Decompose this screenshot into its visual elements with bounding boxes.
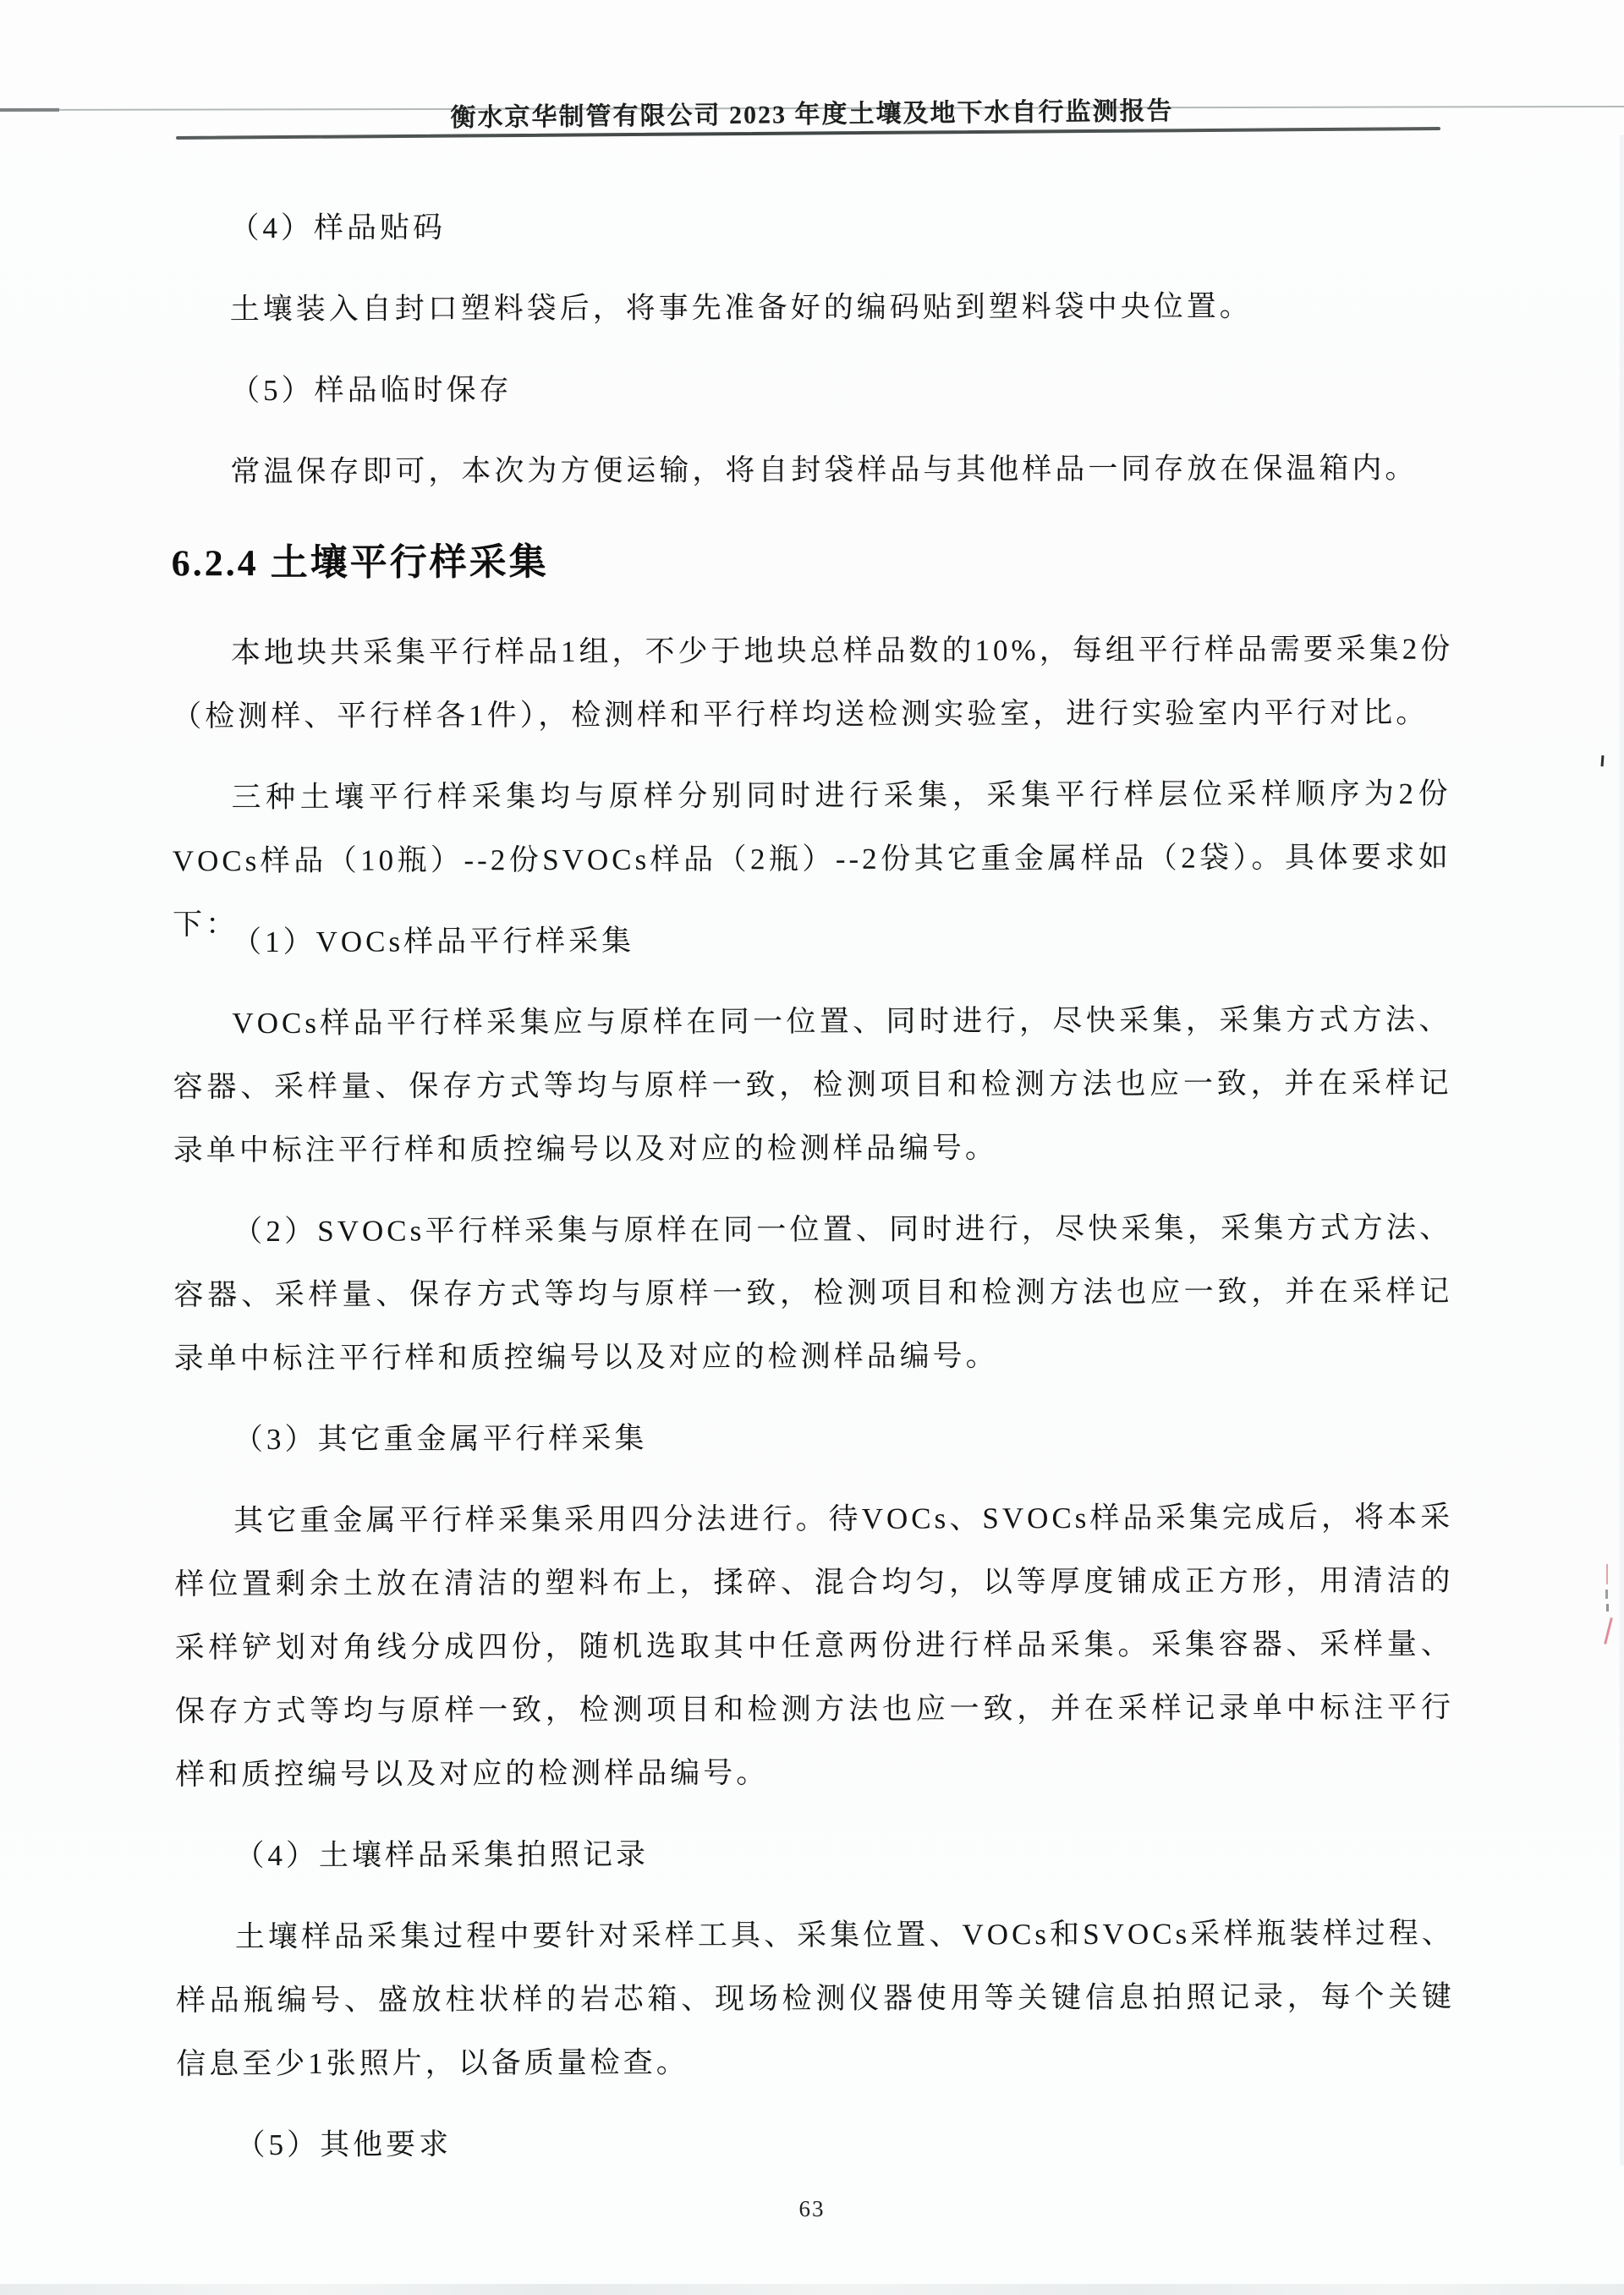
- paragraph-line: VOCs样品平行样采集应与原样在同一位置、同时进行，尽快采集，采集方式方法、: [232, 1002, 1452, 1040]
- paragraph-line: 常温保存即可，本次为方便运输，将自封袋样品与其他样品一同存放在保温箱内。: [230, 451, 1418, 489]
- scan-edge-streak: [1620, 135, 1624, 2166]
- paragraph-line: 样位置剩余土放在清洁的塑料布上，揉碎、混合均匀，以等厚度铺成正方形，用清洁的: [174, 1563, 1454, 1601]
- paragraph-line: 三种土壤平行样采集均与原样分别同时进行采集，采集平行样层位采样顺序为2份: [231, 777, 1451, 815]
- paragraph: [173, 1196, 1453, 1391]
- document-body: [170, 193, 1455, 2177]
- scan-artifact-pink-dash: [1604, 1617, 1613, 1644]
- scan-artifact-gray-dash: [1605, 1589, 1608, 1599]
- paragraph-line: VOCs样品（10瓶）--2份SVOCs样品（2瓶）--2份其它重金属样品（2袋）。具体要求如下：: [172, 840, 1451, 942]
- paragraph-line: 样品瓶编号、盛放柱状样的岩芯箱、现场检测仪器使用等关键信息拍照记录，每个关键: [175, 1979, 1456, 2018]
- paragraph-line: （2）SVOCs平行样采集与原样在同一位置、同时进行，尽快采集，采集方式方法、: [233, 1211, 1453, 1249]
- paragraph: [174, 1485, 1454, 1807]
- paragraph-line: 录单中标注平行样和质控编号以及对应的检测样品编号。: [173, 1339, 999, 1375]
- sub-heading-line: （5）样品临时保存: [229, 373, 513, 408]
- paragraph-line: 信息至少1张照片，以备质量检查。: [176, 2045, 689, 2081]
- sub-heading-line: （5）其他要求: [235, 2128, 453, 2162]
- running-header-title: 衡水京华制管有限公司 2023 年度土壤及地下水自行监测报告: [450, 96, 1174, 133]
- paragraph: [172, 618, 1454, 749]
- scan-bottom-edge: [0, 2284, 1624, 2295]
- numbered-sub-heading: [170, 193, 1449, 261]
- sub-heading-line: （4）土壤样品采集拍照记录: [234, 1837, 650, 1873]
- paragraph-line: 保存方式等均与原样一致，检测项目和检测方法也应一致，并在采样记录单中标注平行: [174, 1690, 1455, 1728]
- numbered-sub-heading: [176, 2110, 1455, 2177]
- paragraph-line: 土壤装入自封口塑料袋后，将事先准备好的编码贴到塑料袋中央位置。: [229, 289, 1253, 327]
- paragraph-line: 采样铲划对角线分成四份，随机选取其中任意两份进行样品采集。采集容器、采样量、: [174, 1627, 1454, 1665]
- section-heading: 6.2.4 土壤平行样采集: [171, 541, 549, 585]
- numbered-sub-heading: [173, 907, 1451, 975]
- paragraph: [171, 436, 1450, 504]
- sub-heading-line: （1）VOCs样品平行样采集: [232, 924, 635, 959]
- scan-artifact-dark-tick: [1601, 755, 1605, 766]
- scan-artifact-pink-dash: [1606, 1564, 1608, 1584]
- paragraph-line: （检测样、平行样各1件），检测样和平行样均送检测实验室，进行实验室内平行对比。: [172, 695, 1429, 733]
- sub-heading-line: （3）其它重金属平行样采集: [233, 1421, 648, 1457]
- paragraph-line: 录单中标注平行样和质控编号以及对应的检测样品编号。: [173, 1131, 998, 1167]
- page-number: 63: [798, 2196, 826, 2221]
- paragraph: [171, 274, 1450, 342]
- paragraph-line: 土壤样品采集过程中要针对采样工具、采集位置、VOCs和SVOCs采样瓶装样过程、: [234, 1916, 1455, 1954]
- numbered-sub-heading: [171, 355, 1450, 423]
- sub-heading-line: （4）样品贴码: [229, 211, 447, 245]
- paragraph-line: 容器、采样量、保存方式等均与原样一致，检测项目和检测方法也应一致，并在采样记: [173, 1066, 1452, 1104]
- paragraph: [173, 988, 1452, 1183]
- scan-artifact-gray-dash: [1606, 1604, 1609, 1611]
- paragraph-line: 其它重金属平行样采集采用四分法进行。待VOCs、SVOCs样品采集完成后，将本采: [233, 1500, 1454, 1538]
- paragraph-line: 样和质控编号以及对应的检测样品编号。: [175, 1756, 770, 1792]
- numbered-sub-heading: [175, 1820, 1454, 1888]
- numbered-sub-heading: [174, 1404, 1453, 1472]
- paragraph-line: 本地块共采集平行样品1组，不少于地块总样品数的10%，每组平行样品需要采集2份: [230, 632, 1454, 670]
- paragraph: [176, 1902, 1456, 2096]
- paragraph-line: 容器、采样量、保存方式等均与原样一致，检测项目和检测方法也应一致，并在采样记: [173, 1274, 1453, 1312]
